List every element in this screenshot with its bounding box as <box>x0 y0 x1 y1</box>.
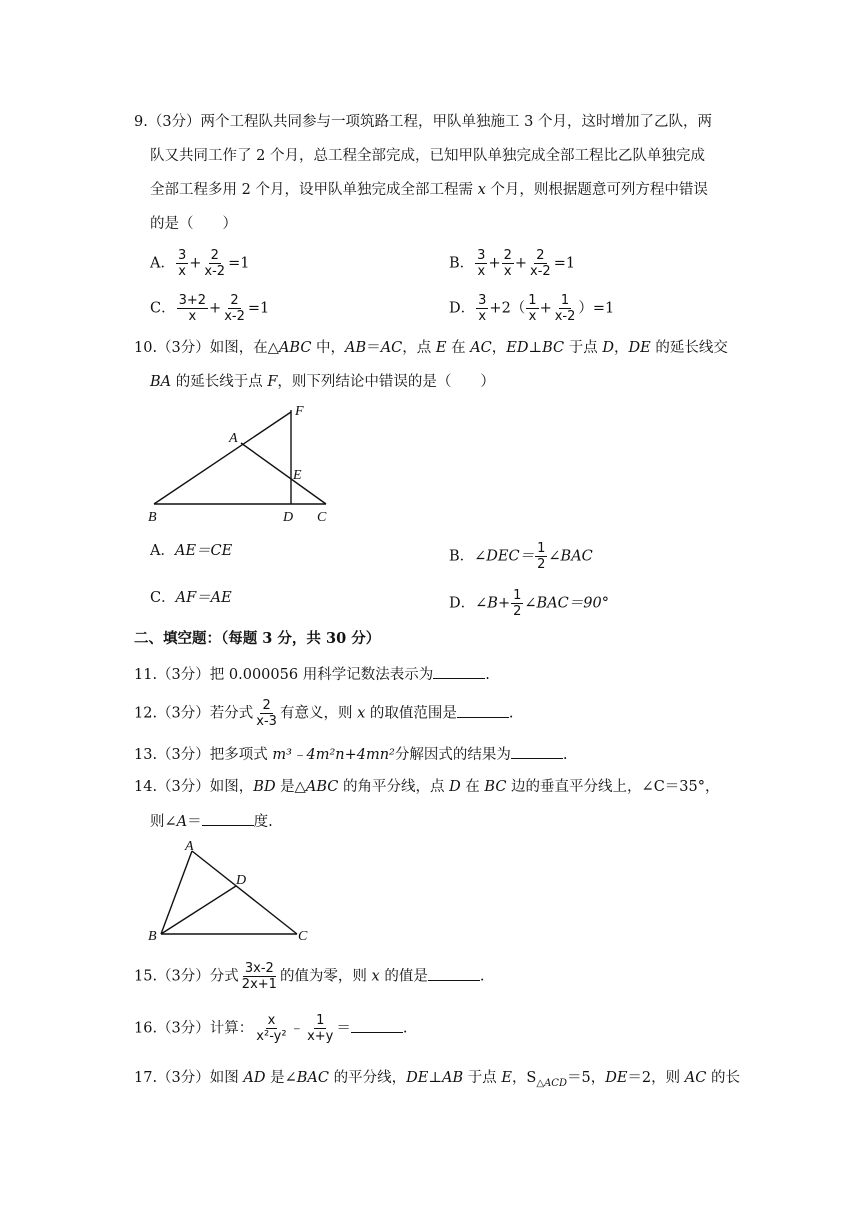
fraction: $\frac{1}{x+y}$ <box>307 1013 334 1044</box>
q9-line4: 的是（ ） <box>150 216 237 232</box>
q9-option-b: B． $\frac{3}{x}$ + $\frac{2}{x}$ + $\frac{2}{x-2}$ =1 <box>449 248 576 279</box>
q10-line2: BA 的延长线于点 F，则下列结论中错误的是（ ） <box>150 374 495 390</box>
label-b: B <box>148 929 157 944</box>
segment-ac <box>192 851 297 934</box>
fraction: $\frac{3}{x}$ <box>478 293 487 324</box>
segment-ac <box>241 443 326 504</box>
q10-option-c: C．AF＝AE <box>150 590 232 606</box>
answer-blank <box>511 744 563 759</box>
q9-line3: 全部工程多用 2 个月，设甲队单独完成全部工程需 x 个月，则根据题意可列方程中错误 <box>150 182 708 198</box>
label-d: D <box>283 510 294 525</box>
q11: 11.（3分）把 0.000056 用科学记数法表示为 . <box>134 664 490 685</box>
q9-line1: 9.（3分）两个工程队共同参与一项筑路工程，甲队单独施工 3 个月，这时增加了乙队，两 <box>134 114 712 130</box>
fraction: $\frac{3x-2}{2x+1}$ <box>241 961 277 992</box>
answer-blank <box>428 966 480 981</box>
q13: 13.（3分）把多项式 m³﹣4m²n+4mn²分解因式的结果为 . <box>134 744 567 765</box>
answer-blank <box>351 1018 403 1033</box>
fraction: $\frac{x}{\text{x²-y²}}$ <box>256 1013 287 1044</box>
label-f: F <box>295 404 304 419</box>
answer-blank <box>433 664 485 679</box>
label-a: A <box>229 431 238 446</box>
q12: 12.（3分）若分式 $\frac{2}{x-3}$ 有意义，则 x 的取值范围是 . <box>134 698 514 729</box>
q17: 17.（3分）如图 AD 是∠BAC 的平分线，DE⊥AB 于点 E，$S_{\triangle ACD}=5$，DE＝2，则 AC 的长 <box>134 1070 740 1089</box>
q9-option-c: C． $\frac{3+2}{x}$ + $\frac{2}{x-2}$ =1 <box>150 293 270 324</box>
answer-blank <box>202 811 254 826</box>
q9-option-d: D． $\frac{3}{x}$ +2（ $\frac{1}{x}$ + $\frac{1}{x-2}$ ）=1 <box>449 293 615 324</box>
segment-bd <box>161 886 236 934</box>
q10-option-d: D．∠B+ $\frac{1}{2}$ ∠BAC＝90° <box>449 588 609 619</box>
fraction: $\frac{2}{x-2}$ <box>530 248 551 279</box>
fraction-half: $\frac{1}{2}$ <box>513 588 522 619</box>
fraction: $\frac{3}{x}$ <box>477 248 486 279</box>
segment-bf <box>154 412 291 504</box>
fraction: $\frac{3+2}{x}$ <box>178 293 207 324</box>
q10-option-a: A．AE＝CE <box>150 543 233 559</box>
q15: 15.（3分）分式 $\frac{3x-2}{2x+1}$ 的值为零，则 x 的值是 . <box>134 961 485 992</box>
fraction: $\frac{1}{x}$ <box>528 293 537 324</box>
q16: 16.（3分）计算： $\frac{x}{\text{x²-y²}}$ ﹣ $\frac{1}{x+y}$ ＝ . <box>134 1013 408 1044</box>
label-c: C <box>317 510 327 525</box>
q10-line1: 10.（3分）如图，在△ABC 中，AB＝AC，点 E 在 AC，ED⊥BC 于点 D，DE 的延长线交 <box>134 340 728 356</box>
label-e: E <box>293 468 302 483</box>
fraction-half: $\frac{1}{2}$ <box>537 541 546 572</box>
fraction: $\frac{2}{x-2}$ <box>204 248 226 279</box>
label-b: B <box>148 510 157 525</box>
q14-triangle-figure <box>140 836 320 946</box>
fraction: $\frac{2}{x-3}$ <box>256 698 277 729</box>
label-c: C <box>298 929 308 944</box>
q14-line2: 则∠A＝ 度. <box>150 811 273 832</box>
fraction: $\frac{1}{x-2}$ <box>554 293 576 324</box>
q10-triangle-figure <box>140 398 340 528</box>
q10-option-b: B．∠DEC＝ $\frac{1}{2}$ ∠BAC <box>449 541 593 572</box>
fraction: $\frac{2}{x-2}$ <box>224 293 245 324</box>
segment-ba <box>161 851 192 934</box>
q14-line1: 14.（3分）如图，BD 是△ABC 的角平分线，点 D 在 BC 边的垂直平分线上，∠C＝35°， <box>134 779 720 795</box>
answer-blank <box>457 703 509 718</box>
label-a: A <box>185 839 194 854</box>
fraction: $\frac{3}{x}$ <box>177 248 187 279</box>
q9-line2: 队又共同工作了 2 个月，总工程全部完成，已知甲队单独完成全部工程比乙队单独完成 <box>150 148 705 164</box>
fraction: $\frac{2}{x}$ <box>503 248 512 279</box>
q9-option-a: A． $\frac{3}{x}$ + $\frac{2}{x-2}$ =1 <box>150 248 250 279</box>
section-title: 二、填空题：（每题 3 分，共 30 分） <box>134 630 381 647</box>
label-d: D <box>236 873 247 888</box>
